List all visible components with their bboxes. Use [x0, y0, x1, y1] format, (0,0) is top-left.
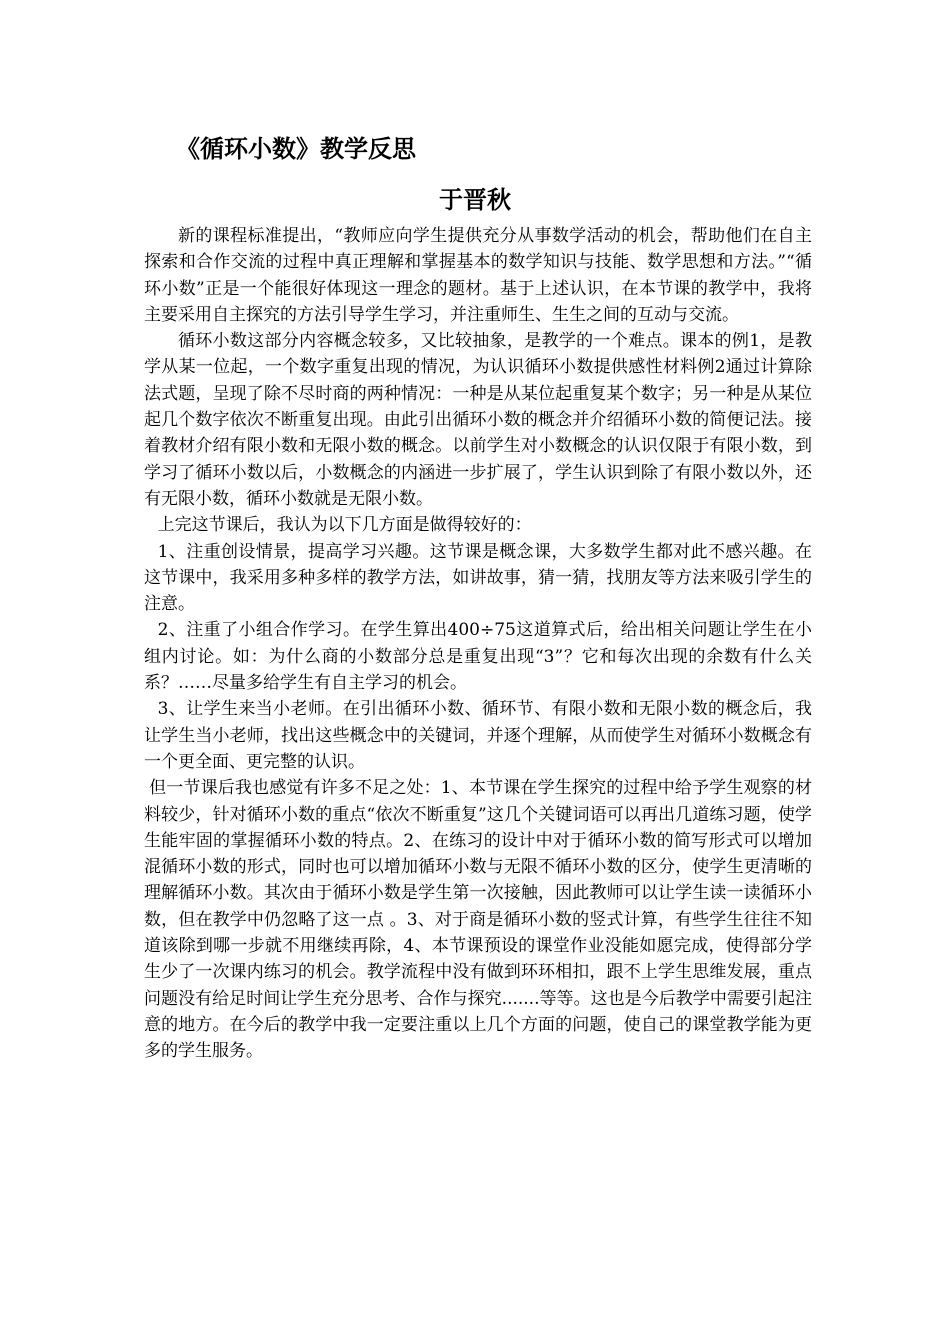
paragraph-strengths-lead: 上完这节课后，我认为以下几方面是做得较好的： — [157, 515, 532, 536]
document-author: 于晋秋 — [439, 185, 511, 214]
paragraph-content-analysis: 循环小数这部分内容概念较多，又比较抽象，是教学的一个难点。课本的例1，是教学从某一位起，一个数字重复出现的情况，为认识循环小数提供感性材料例2通过计算除法式题，呈现了除不尽时商的两种情况：一种是从某位起重复某个数字；另一种是从某位起几个数字依次不断重复出现。由此引出循环小数的概念并介绍循环小数的简便记法。接着教材介绍有限小数和无限小数的概念。以前学生对小数概念的认识仅限于有限小数，到学习了循环小数以后，小数概念的内涵进一步扩展了，学生认识到除了有限小数以外，还有无限小数，循环小数就是无限小数。 — [144, 331, 812, 509]
paragraph-shortcomings: 但一节课后我也感觉有许多不足之处：1、本节课在学生探究的过程中给予学生观察的材料较少，针对循环小数的重点“依次不断重复”这几个关键词语可以再出几道练习题，使学生能牢固的掌握循环小数的特点。2、在练习的设计中对于循环小数的简写形式可以增加混循环小数的形式，同时也可以增加循环小数与无限不循环小数的区分，使学生更清晰的理解循环小数。其次由于循环小数是学生第一次接触，因此教师可以让学生读一读循环小数，但在教学中仍忽略了这一点 。3、对于商是循环小数的竖式计算，有些学生往往不知道该除到哪一步就不用继续再除，4、本节课预设的课堂作业没能如愿完成，使得部分学生少了一次课内练习的机会。教学流程中没有做到环环相扣，跟不上学生思维发展，重点问题没有给足时间让学生充分思考、合作与探究.......等等。这也是今后教学中需要引起注意的地方。在今后的教学中我一定要注重以上几个方面的问题，使自己的课堂教学能为更多的学生服务。 — [144, 778, 812, 1062]
paragraph-strength-1: 1、注重创设情景，提高学习兴趣。这节课是概念课，大多数学生都对此不感兴趣。在这节课中，我采用多种多样的教学方法，如讲故事，猜一猜，找朋友等方法来吸引学生的注意。 — [144, 541, 812, 615]
document-body — [144, 223, 812, 1065]
document-title: 《循环小数》教学反思 — [176, 134, 416, 163]
paragraph-strength-2: 2、注重了小组合作学习。在学生算出400÷75这道算式后，给出相关问题让学生在小组内讨论。如：为什么商的小数部分总是重复出现“3”？它和每次出现的余数有什么关系？……尽量多给学生有自主学习的机会。 — [144, 620, 812, 694]
paragraph-intro: 新的课程标准提出，“教师应向学生提供充分从事数学活动的机会，帮助他们在自主探索和合作交流的过程中真正理解和掌握基本的数学知识与技能、数学思想和方法。”“循环小数”正是一个能很好体现这一理念的题材。基于上述认识，在本节课的教学中，我将主要采用自主探究的方法引导学生学习，并注重师生、生生之间的互动与交流。 — [144, 226, 812, 325]
paragraph-strength-3: 3、让学生来当小老师。在引出循环小数、循环节、有限小数和无限小数的概念后，我让学生当小老师，找出这些概念中的关键词，并逐个理解，从而使学生对循环小数概念有一个更全面、更完整的认识。 — [144, 699, 812, 772]
